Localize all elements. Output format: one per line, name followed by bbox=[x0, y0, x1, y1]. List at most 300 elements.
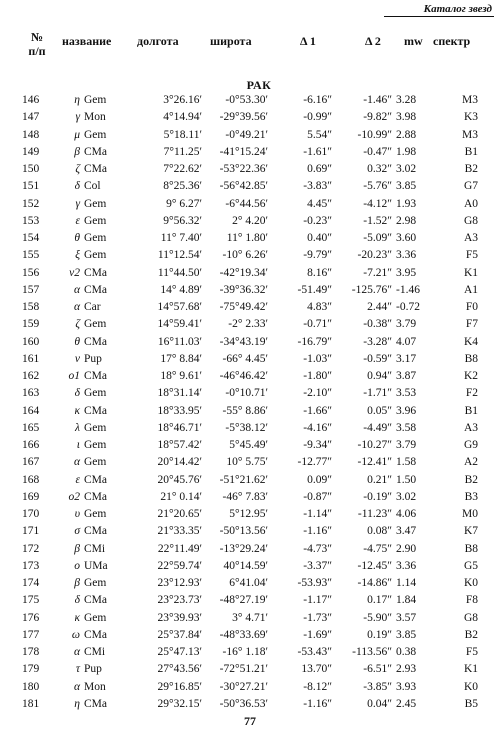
constellation-section-title: РАК bbox=[246, 78, 272, 92]
latitude: -29°39.56′ bbox=[219, 111, 268, 124]
delta2: -4.12″ bbox=[363, 197, 392, 210]
constellation: Car bbox=[84, 301, 101, 313]
star-number: 156 bbox=[22, 266, 40, 279]
bayer-letter: δ bbox=[74, 594, 80, 607]
delta2: -5.76″ bbox=[363, 180, 392, 193]
magnitude: 3.36 bbox=[396, 249, 417, 262]
col-mw-header: mw bbox=[404, 34, 423, 48]
delta2: -5.90″ bbox=[363, 611, 392, 624]
latitude: -50°13.56′ bbox=[219, 525, 268, 538]
table-row bbox=[0, 144, 500, 161]
longitude: 18°46.71′ bbox=[157, 421, 202, 434]
latitude: -42°19.34′ bbox=[219, 266, 268, 279]
longitude: 23°39.93′ bbox=[157, 611, 202, 624]
spectral-class: K0 bbox=[463, 680, 478, 693]
longitude: 22°11.49′ bbox=[157, 542, 202, 555]
spectral-class: K1 bbox=[463, 266, 478, 279]
table-row bbox=[0, 92, 500, 109]
delta2: 0.21″ bbox=[367, 473, 392, 486]
star-number: 159 bbox=[22, 318, 40, 331]
table-row bbox=[0, 661, 500, 678]
table-row bbox=[0, 247, 500, 264]
constellation: Mon bbox=[84, 111, 106, 124]
magnitude: 3.85 bbox=[396, 180, 417, 193]
delta1: -16.79″ bbox=[297, 335, 332, 348]
constellation: Gem bbox=[84, 318, 107, 331]
spectral-class: M0 bbox=[462, 508, 478, 520]
bayer-letter: ο2 bbox=[68, 490, 80, 503]
delta1: -2.10″ bbox=[303, 387, 332, 400]
magnitude: -0.72 bbox=[396, 301, 420, 313]
magnitude: 1.50 bbox=[396, 473, 417, 486]
longitude: 17° 8.84′ bbox=[160, 352, 202, 365]
longitude: 9°56.32′ bbox=[163, 214, 202, 227]
delta2: 0.94″ bbox=[367, 370, 392, 382]
longitude: 8°25.36′ bbox=[163, 180, 202, 193]
star-number: 176 bbox=[22, 611, 40, 624]
delta1: 0.69″ bbox=[307, 163, 332, 175]
bayer-letter: δ bbox=[74, 387, 80, 400]
latitude: 5°12.95′ bbox=[229, 508, 268, 520]
spectral-class: F7 bbox=[465, 318, 478, 331]
longitude: 20°45.76′ bbox=[157, 473, 202, 486]
latitude: -30°27.21′ bbox=[219, 680, 268, 693]
delta2: -12.41″ bbox=[357, 456, 392, 469]
bayer-letter: ν bbox=[74, 352, 80, 365]
page-number: 77 bbox=[244, 714, 256, 728]
delta2: -4.75″ bbox=[363, 542, 392, 555]
table-row bbox=[0, 472, 500, 489]
magnitude: 3.98 bbox=[396, 111, 417, 124]
latitude: -66° 4.45′ bbox=[222, 352, 268, 365]
spectral-class: B3 bbox=[464, 490, 478, 503]
spectral-class: B2 bbox=[464, 628, 478, 641]
star-table bbox=[0, 92, 500, 713]
longitude: 18°33.95′ bbox=[157, 404, 202, 417]
spectral-class: K0 bbox=[463, 577, 478, 589]
delta1: -9.34″ bbox=[303, 439, 332, 451]
delta1: -3.83″ bbox=[303, 180, 332, 193]
delta2: -1.46″ bbox=[363, 94, 392, 106]
magnitude: 0.38 bbox=[396, 646, 417, 658]
longitude: 14°57.68′ bbox=[157, 301, 202, 313]
star-number: 173 bbox=[22, 559, 40, 572]
delta2: -5.09″ bbox=[363, 232, 392, 244]
spectral-class: M3 bbox=[462, 128, 478, 141]
delta2: -20.23″ bbox=[357, 249, 392, 262]
magnitude: 2.98 bbox=[396, 214, 417, 227]
table-row bbox=[0, 696, 500, 713]
table-row bbox=[0, 506, 500, 523]
bayer-letter: ζ bbox=[75, 318, 80, 331]
constellation: Gem bbox=[84, 508, 107, 520]
star-number: 181 bbox=[22, 697, 40, 710]
bayer-letter: ε bbox=[75, 473, 80, 486]
constellation: Gem bbox=[84, 387, 107, 400]
col-spectrum-header: спектр bbox=[433, 34, 471, 48]
latitude: -6°44.56′ bbox=[225, 197, 268, 210]
bayer-letter: κ bbox=[74, 611, 80, 624]
delta1: -4.73″ bbox=[303, 542, 332, 555]
delta2: -1.52″ bbox=[363, 214, 392, 227]
magnitude: 2.90 bbox=[396, 542, 417, 555]
magnitude: 3.79 bbox=[396, 318, 417, 331]
constellation: CMa bbox=[84, 335, 107, 348]
magnitude: 1.58 bbox=[396, 456, 417, 469]
latitude: -10° 6.26′ bbox=[222, 249, 268, 262]
bayer-letter: τ bbox=[75, 663, 80, 676]
longitude: 22°59.74′ bbox=[157, 559, 202, 572]
delta2: -0.59″ bbox=[363, 352, 392, 365]
spectral-class: G9 bbox=[463, 439, 478, 451]
magnitude: -1.46 bbox=[396, 283, 420, 296]
bayer-letter: θ bbox=[74, 232, 80, 244]
table-row bbox=[0, 420, 500, 437]
constellation: CMa bbox=[84, 370, 107, 382]
magnitude: 3.17 bbox=[396, 352, 417, 365]
delta1: -0.87″ bbox=[303, 490, 332, 503]
spectral-class: B1 bbox=[464, 145, 478, 158]
spectral-class: B1 bbox=[464, 404, 478, 417]
magnitude: 3.58 bbox=[396, 421, 417, 434]
delta2: 0.04″ bbox=[367, 697, 392, 710]
delta1: -0.71″ bbox=[303, 318, 332, 331]
magnitude: 3.95 bbox=[396, 266, 417, 279]
star-number: 167 bbox=[22, 456, 40, 469]
col-delta1-header: Δ 1 bbox=[300, 34, 316, 48]
table-row bbox=[0, 454, 500, 471]
longitude: 20°14.42′ bbox=[157, 456, 202, 469]
longitude: 5°18.11′ bbox=[163, 128, 202, 141]
spectral-class: B8 bbox=[464, 542, 478, 555]
spectral-class: A2 bbox=[463, 456, 478, 469]
delta2: 0.05″ bbox=[367, 404, 392, 417]
table-row bbox=[0, 610, 500, 627]
running-header: Каталог звезд bbox=[384, 3, 494, 17]
table-row bbox=[0, 627, 500, 644]
star-number: 148 bbox=[22, 128, 40, 141]
delta1: -4.16″ bbox=[303, 421, 332, 434]
longitude: 23°12.93′ bbox=[157, 577, 202, 589]
delta1: -1.73″ bbox=[303, 611, 332, 624]
longitude: 18° 9.61′ bbox=[160, 370, 202, 382]
bayer-letter: α bbox=[73, 283, 80, 296]
latitude: 2° 4.20′ bbox=[232, 214, 268, 227]
star-number: 161 bbox=[22, 352, 40, 365]
constellation: Gem bbox=[84, 421, 107, 434]
constellation: CMa bbox=[84, 404, 107, 417]
delta1: 4.83″ bbox=[307, 301, 332, 313]
magnitude: 3.47 bbox=[396, 525, 417, 538]
star-number: 163 bbox=[22, 387, 40, 400]
table-row bbox=[0, 351, 500, 368]
latitude: -2° 2.33′ bbox=[228, 318, 268, 331]
constellation: CMi bbox=[84, 646, 106, 658]
spectral-class: A3 bbox=[463, 232, 478, 244]
latitude: -39°36.32′ bbox=[219, 283, 268, 296]
magnitude: 1.14 bbox=[396, 577, 417, 589]
delta2: 0.19″ bbox=[367, 628, 392, 641]
constellation: CMa bbox=[84, 145, 107, 158]
bayer-letter: λ bbox=[75, 421, 80, 434]
delta2: -125.76″ bbox=[351, 283, 392, 296]
star-number: 149 bbox=[22, 145, 40, 158]
constellation: Pup bbox=[84, 663, 102, 676]
longitude: 3°26.16′ bbox=[163, 94, 202, 106]
latitude: 5°45.49′ bbox=[229, 439, 268, 451]
latitude: 11° 1.80′ bbox=[226, 232, 268, 244]
magnitude: 3.96 bbox=[396, 404, 417, 417]
latitude: -55° 8.86′ bbox=[222, 404, 268, 417]
table-row bbox=[0, 575, 500, 592]
delta1: -8.12″ bbox=[303, 680, 332, 693]
longitude: 29°32.15′ bbox=[157, 697, 202, 710]
spectral-class: K3 bbox=[463, 111, 478, 124]
constellation: CMa bbox=[84, 594, 107, 607]
delta2: 0.32″ bbox=[367, 163, 392, 175]
delta2: -12.45″ bbox=[357, 559, 392, 572]
constellation: CMa bbox=[84, 163, 107, 175]
bayer-letter: β bbox=[74, 145, 80, 158]
table-row bbox=[0, 558, 500, 575]
bayer-letter: υ bbox=[74, 508, 80, 520]
constellation: Gem bbox=[84, 232, 107, 244]
spectral-class: G7 bbox=[463, 180, 478, 193]
delta2: -0.38″ bbox=[363, 318, 392, 331]
table-row bbox=[0, 178, 500, 195]
magnitude: 2.45 bbox=[396, 697, 417, 710]
latitude: -56°42.85′ bbox=[219, 180, 268, 193]
delta2: 0.17″ bbox=[367, 594, 392, 607]
spectral-class: G5 bbox=[463, 559, 478, 572]
spectral-class: F5 bbox=[465, 249, 478, 262]
constellation: Gem bbox=[84, 611, 107, 624]
spectral-class: B8 bbox=[464, 352, 478, 365]
latitude: -46° 7.83′ bbox=[222, 490, 268, 503]
star-number: 178 bbox=[22, 646, 40, 658]
magnitude: 3.02 bbox=[396, 163, 417, 175]
spectral-class: G8 bbox=[463, 611, 478, 624]
delta1: -51.49″ bbox=[297, 283, 332, 296]
delta2: -3.28″ bbox=[363, 335, 392, 348]
star-number: 162 bbox=[22, 370, 40, 382]
bayer-letter: η bbox=[74, 94, 80, 106]
latitude: -0°10.71′ bbox=[225, 387, 268, 400]
delta2: -3.85″ bbox=[363, 680, 392, 693]
spectral-class: F2 bbox=[465, 387, 478, 400]
spectral-class: K4 bbox=[463, 335, 478, 348]
delta1: -1.80″ bbox=[303, 370, 332, 382]
latitude: -16° 1.18′ bbox=[222, 646, 268, 658]
star-number: 146 bbox=[22, 94, 40, 106]
delta1: -1.69″ bbox=[303, 628, 332, 641]
table-row bbox=[0, 385, 500, 402]
star-number: 165 bbox=[22, 421, 40, 434]
spectral-class: B5 bbox=[464, 697, 478, 710]
bayer-letter: β bbox=[74, 577, 80, 589]
bayer-letter: γ bbox=[75, 111, 80, 124]
table-row bbox=[0, 299, 500, 316]
col-latitude-header: широта bbox=[210, 34, 252, 48]
magnitude: 3.85 bbox=[396, 628, 417, 641]
table-row bbox=[0, 644, 500, 661]
bayer-letter: θ bbox=[74, 335, 80, 348]
constellation: Gem bbox=[84, 214, 107, 227]
constellation: CMa bbox=[84, 266, 107, 279]
magnitude: 3.87 bbox=[396, 370, 417, 382]
delta1: -9.79″ bbox=[303, 249, 332, 262]
star-number: 164 bbox=[22, 404, 40, 417]
bayer-letter: δ bbox=[74, 180, 80, 193]
table-row bbox=[0, 230, 500, 247]
bayer-letter: α bbox=[73, 680, 80, 693]
latitude: -72°51.21′ bbox=[219, 663, 268, 676]
delta2: -0.19″ bbox=[363, 490, 392, 503]
delta1: 8.16″ bbox=[307, 266, 332, 279]
star-number: 177 bbox=[22, 628, 40, 641]
bayer-letter: α bbox=[73, 456, 80, 469]
magnitude: 4.07 bbox=[396, 335, 417, 348]
bayer-letter: ο1 bbox=[68, 370, 80, 382]
bayer-letter: α bbox=[73, 646, 80, 658]
magnitude: 3.79 bbox=[396, 439, 417, 451]
table-row bbox=[0, 403, 500, 420]
delta1: 0.09″ bbox=[307, 473, 332, 486]
star-number: 180 bbox=[22, 680, 40, 693]
bayer-letter: η bbox=[74, 697, 80, 710]
bayer-letter: ω bbox=[71, 628, 80, 641]
table-row bbox=[0, 541, 500, 558]
longitude: 11°12.54′ bbox=[157, 249, 202, 262]
constellation: Gem bbox=[84, 577, 107, 589]
constellation: CMa bbox=[84, 525, 107, 538]
table-row bbox=[0, 489, 500, 506]
constellation: CMi bbox=[84, 542, 106, 555]
spectral-class: A0 bbox=[463, 197, 478, 210]
star-number: 168 bbox=[22, 473, 40, 486]
star-number: 155 bbox=[22, 249, 40, 262]
spectral-class: B2 bbox=[464, 473, 478, 486]
constellation: Gem bbox=[84, 197, 107, 210]
bayer-letter: α bbox=[73, 301, 80, 313]
star-number: 158 bbox=[22, 301, 40, 313]
spectral-class: M3 bbox=[462, 94, 478, 106]
latitude: -34°43.19′ bbox=[219, 335, 268, 348]
magnitude: 2.93 bbox=[396, 663, 417, 676]
delta1: 13.70″ bbox=[301, 663, 332, 676]
delta2: -9.82″ bbox=[363, 111, 392, 124]
delta2: -6.51″ bbox=[363, 663, 392, 676]
constellation: Gem bbox=[84, 439, 107, 451]
bayer-letter: β bbox=[74, 542, 80, 555]
latitude: -48°33.69′ bbox=[219, 628, 268, 641]
col-delta2-header: Δ 2 bbox=[365, 34, 381, 48]
constellation: UMa bbox=[84, 559, 108, 572]
latitude: 10° 5.75′ bbox=[226, 456, 268, 469]
table-row bbox=[0, 109, 500, 126]
constellation: CMa bbox=[84, 490, 107, 503]
magnitude: 3.53 bbox=[396, 387, 417, 400]
delta1: -1.03″ bbox=[303, 352, 332, 365]
constellation: Gem bbox=[84, 249, 107, 262]
constellation: CMa bbox=[84, 283, 107, 296]
delta1: 0.40″ bbox=[307, 232, 332, 244]
latitude: -0°49.21′ bbox=[225, 128, 268, 141]
latitude: -13°29.24′ bbox=[219, 542, 268, 555]
delta1: -1.16″ bbox=[303, 525, 332, 538]
longitude: 14°59.41′ bbox=[157, 318, 202, 331]
longitude: 21°20.65′ bbox=[157, 508, 202, 520]
table-row bbox=[0, 334, 500, 351]
star-number: 171 bbox=[22, 525, 40, 538]
constellation: Gem bbox=[84, 456, 107, 469]
latitude: -41°15.24′ bbox=[219, 145, 268, 158]
longitude: 25°47.13′ bbox=[157, 646, 202, 658]
longitude: 7°11.25′ bbox=[163, 145, 202, 158]
longitude: 18°57.42′ bbox=[157, 439, 202, 451]
bayer-letter: ι bbox=[76, 439, 80, 451]
bayer-letter: γ bbox=[75, 197, 80, 210]
table-row bbox=[0, 437, 500, 454]
longitude: 21° 0.14′ bbox=[160, 490, 202, 503]
constellation: Pup bbox=[84, 352, 102, 365]
star-number: 153 bbox=[22, 214, 40, 227]
latitude: -0°53.30′ bbox=[225, 94, 268, 106]
delta1: -3.37″ bbox=[303, 559, 332, 572]
bayer-letter: ν2 bbox=[69, 266, 80, 279]
delta1: -12.77″ bbox=[297, 456, 332, 469]
delta1: 4.45″ bbox=[307, 197, 332, 210]
delta2: -7.21″ bbox=[363, 266, 392, 279]
star-number: 154 bbox=[22, 232, 40, 244]
col-num-line2: п/п bbox=[28, 44, 46, 58]
spectral-class: G8 bbox=[463, 214, 478, 227]
longitude: 21°33.35′ bbox=[157, 525, 202, 538]
latitude: -5°38.12′ bbox=[225, 421, 268, 434]
star-number: 152 bbox=[22, 197, 40, 210]
star-number: 160 bbox=[22, 335, 40, 348]
table-row bbox=[0, 196, 500, 213]
table-row bbox=[0, 282, 500, 299]
col-num-header bbox=[25, 30, 49, 58]
constellation: CMa bbox=[84, 473, 107, 486]
bayer-letter: κ bbox=[74, 404, 80, 417]
magnitude: 4.06 bbox=[396, 508, 417, 520]
bayer-letter: ο bbox=[74, 559, 80, 572]
latitude: 3° 4.71′ bbox=[232, 611, 268, 624]
longitude: 11°44.50′ bbox=[157, 266, 202, 279]
spectral-class: B2 bbox=[464, 163, 478, 175]
magnitude: 1.84 bbox=[396, 594, 417, 607]
delta2: 0.08″ bbox=[367, 525, 392, 538]
col-num-line1: № bbox=[30, 30, 44, 44]
magnitude: 3.36 bbox=[396, 559, 417, 572]
bayer-letter: ξ bbox=[75, 249, 80, 262]
star-number: 170 bbox=[22, 508, 40, 520]
delta1: -53.43″ bbox=[297, 646, 332, 658]
star-number: 172 bbox=[22, 542, 40, 555]
spectral-class: A1 bbox=[463, 283, 478, 296]
table-row bbox=[0, 523, 500, 540]
spectral-class: F0 bbox=[465, 301, 478, 313]
table-row bbox=[0, 368, 500, 385]
column-headers bbox=[0, 30, 500, 64]
spectral-class: K1 bbox=[463, 663, 478, 676]
latitude: -46°46.42′ bbox=[219, 370, 268, 382]
latitude: -48°27.19′ bbox=[219, 594, 268, 607]
delta2: 2.44″ bbox=[367, 301, 392, 313]
spectral-class: K7 bbox=[463, 525, 478, 538]
